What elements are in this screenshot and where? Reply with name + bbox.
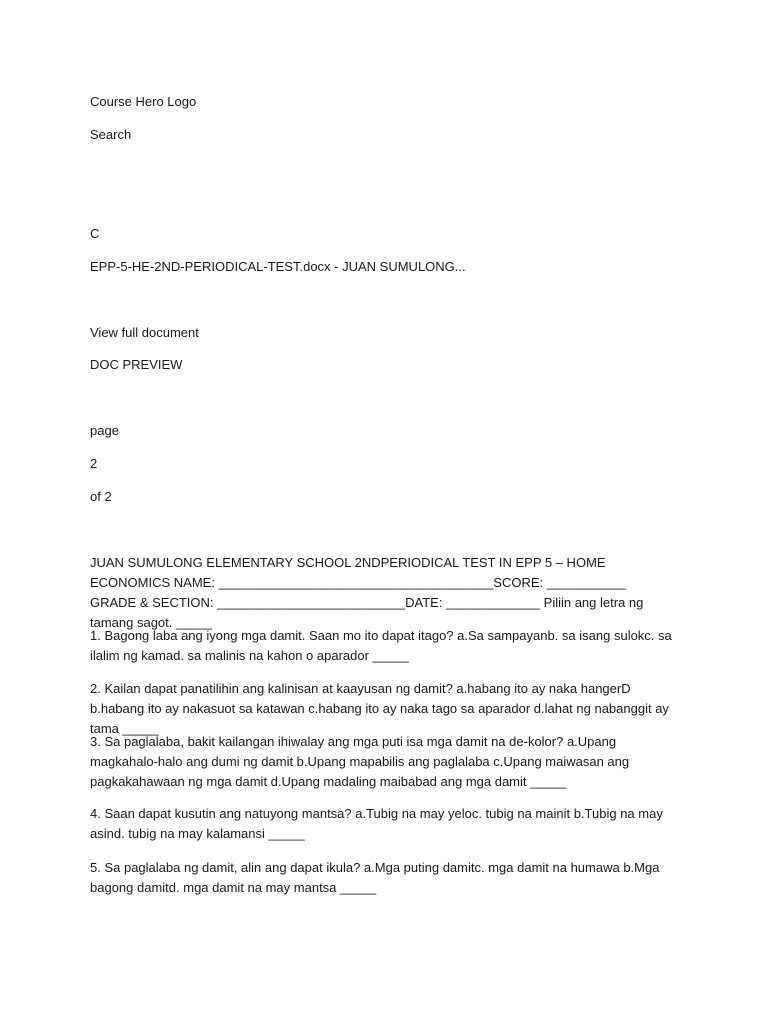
view-full-document-link[interactable]: View full document [90, 325, 199, 340]
doc-preview-label: DOC PREVIEW [90, 357, 183, 372]
question-4: 4. Saan dapat kusutin ang natuyong mantsa? a.Tubig na may yeloc. tubig na mainit b.Tubig na may asind. tubig na may kalamansi _____ [90, 806, 663, 841]
search-link[interactable]: Search [90, 127, 132, 142]
test-header-block: JUAN SUMULONG ELEMENTARY SCHOOL 2NDPERIODICAL TEST IN EPP 5 – HOME ECONOMICS NAME: ______________________________________SCORE: ___________ GRADE & SECTION: __________________________DATE: _____________ Piliin ang letra ng tamang sagot. _____ [90, 555, 644, 630]
total-pages: of 2 [90, 489, 112, 504]
page-label: page [90, 423, 119, 438]
document-title: EPP-5-HE-2ND-PERIODICAL-TEST.docx - JUAN SUMULONG... [90, 259, 466, 274]
document-initial: C [90, 226, 100, 241]
question-1: 1. Bagong laba ang iyong mga damit. Saan mo ito dapat itago? a.Sa sampayanb. sa isang sulokc. sa ilalim ng kamad. sa malinis na kahon o aparador _____ [90, 628, 672, 663]
question-5: 5. Sa paglalaba ng damit, alin ang dapat ikula? a.Mga puting damitc. mga damit na humawa b.Mga bagong damitd. mga damit na may mantsa _____ [90, 860, 660, 895]
current-page-number: 2 [90, 456, 98, 471]
question-2: 2. Kailan dapat panatilihin ang kalinisan at kaayusan ng damit? a.habang ito ay naka hangerD b.habang ito ay nakasuot sa katawan c.habang ito ay naka tago sa aparador d.lahat ng nabanggit ay tama _____ [90, 681, 669, 736]
course-hero-logo[interactable]: Course Hero Logo [90, 94, 197, 109]
question-3: 3. Sa paglalaba, bakit kailangan ihiwalay ang mga puti isa mga damit na de-kolor? a.Upang magkahalo-halo ang dumi ng damit b.Upang mapabilis ang paglalaba c.Upang maiwasan ang pagkakahawaan ng mga damit d.Upang madaling maibabad ang mga damit _____ [90, 734, 630, 789]
